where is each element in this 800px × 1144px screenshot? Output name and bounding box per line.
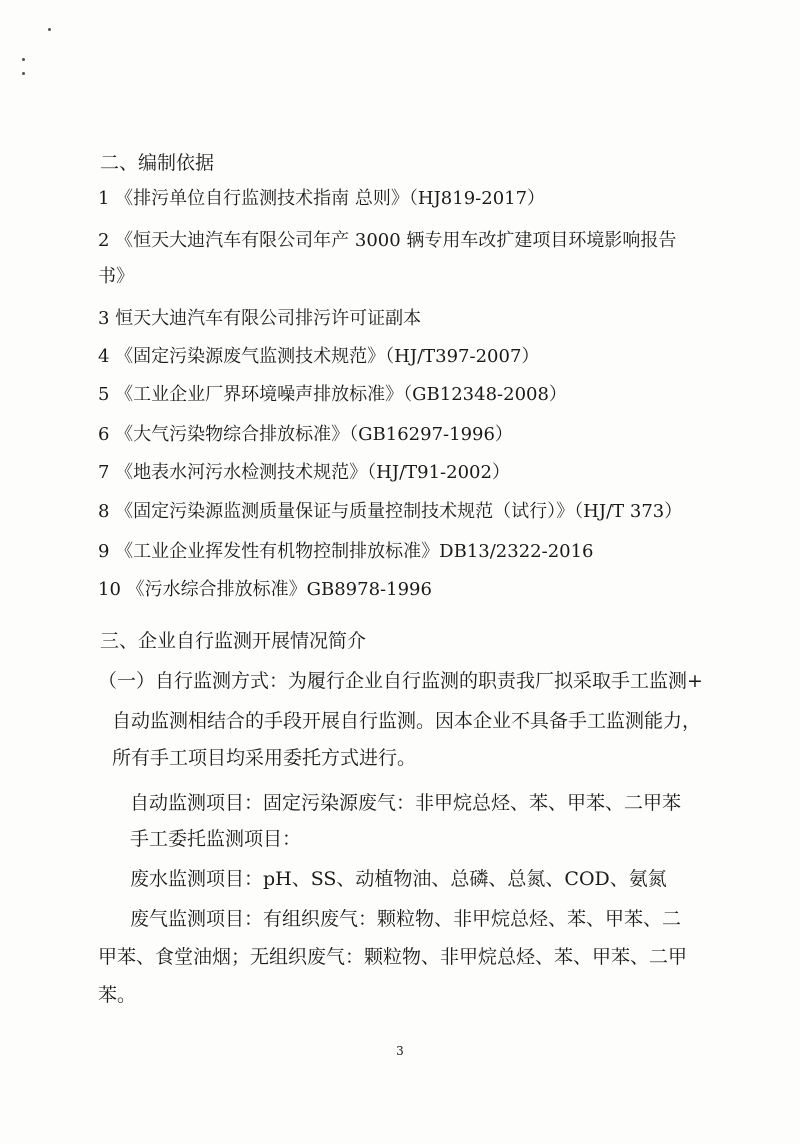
reference-item-1: 1 《排污单位自行监测技术指南 总则》（HJ819-2017）	[98, 188, 546, 209]
waste-gas-monitoring-line-2: 甲苯、食堂油烟；无组织废气：颗粒物、非甲烷总烃、苯、甲苯、二甲	[98, 946, 688, 968]
waste-gas-monitoring-line-1: 废气监测项目：有组织废气：颗粒物、非甲烷总烃、苯、甲苯、二	[130, 908, 682, 930]
monitoring-method-line-1: （一）自行监测方式：为履行企业自行监测的职责我厂拟采取手工监测+	[98, 670, 703, 692]
wastewater-monitoring-items: 废水监测项目：pH、SS、动植物油、总磷、总氮、COD、氨氮	[130, 868, 667, 890]
monitoring-method-line-2: 自动监测相结合的手段开展自行监测。因本企业不具备手工监测能力，	[112, 710, 702, 732]
monitoring-method-line-3: 所有手工项目均采用委托方式进行。	[112, 747, 417, 769]
scan-speck	[48, 28, 51, 31]
reference-item-7: 7 《地表水河污水检测技术规范》（HJ/T91-2002）	[98, 462, 510, 483]
waste-gas-monitoring-line-3: 苯。	[98, 984, 137, 1006]
page-number: 3	[396, 1044, 404, 1058]
scan-speck	[22, 72, 25, 75]
reference-item-10: 10 《污水综合排放标准》GB8978-1996	[98, 579, 432, 600]
reference-item-9: 9 《工业企业挥发性有机物控制排放标准》DB13/2322-2016	[98, 541, 594, 562]
scan-speck	[22, 58, 25, 61]
reference-item-8: 8 《固定污染源监测质量保证与质量控制技术规范（试行）》（HJ/T 373）	[98, 501, 683, 522]
manual-monitoring-items: 手工委托监测项目：	[130, 828, 302, 850]
reference-item-2: 2 《恒天大迪汽车有限公司年产 3000 辆专用车改扩建项目环境影响报告	[98, 230, 677, 251]
reference-item-2-continued: 书》	[98, 266, 134, 287]
section-heading-overview: 三、企业自行监测开展情况简介	[100, 630, 367, 652]
auto-monitoring-items: 自动监测项目：固定污染源废气：非甲烷总烃、苯、甲苯、二甲苯	[130, 792, 682, 814]
reference-item-3: 3 恒天大迪汽车有限公司排污许可证副本	[98, 308, 422, 329]
reference-item-5: 5 《工业企业厂界环境噪声排放标准》（GB12348-2008）	[98, 384, 567, 405]
reference-item-6: 6 《大气污染物综合排放标准》（GB16297-1996）	[98, 424, 513, 445]
section-heading-basis: 二、编制依据	[100, 152, 215, 174]
reference-item-4: 4 《固定污染源废气监测技术规范》（HJ/T397-2007）	[98, 346, 540, 367]
